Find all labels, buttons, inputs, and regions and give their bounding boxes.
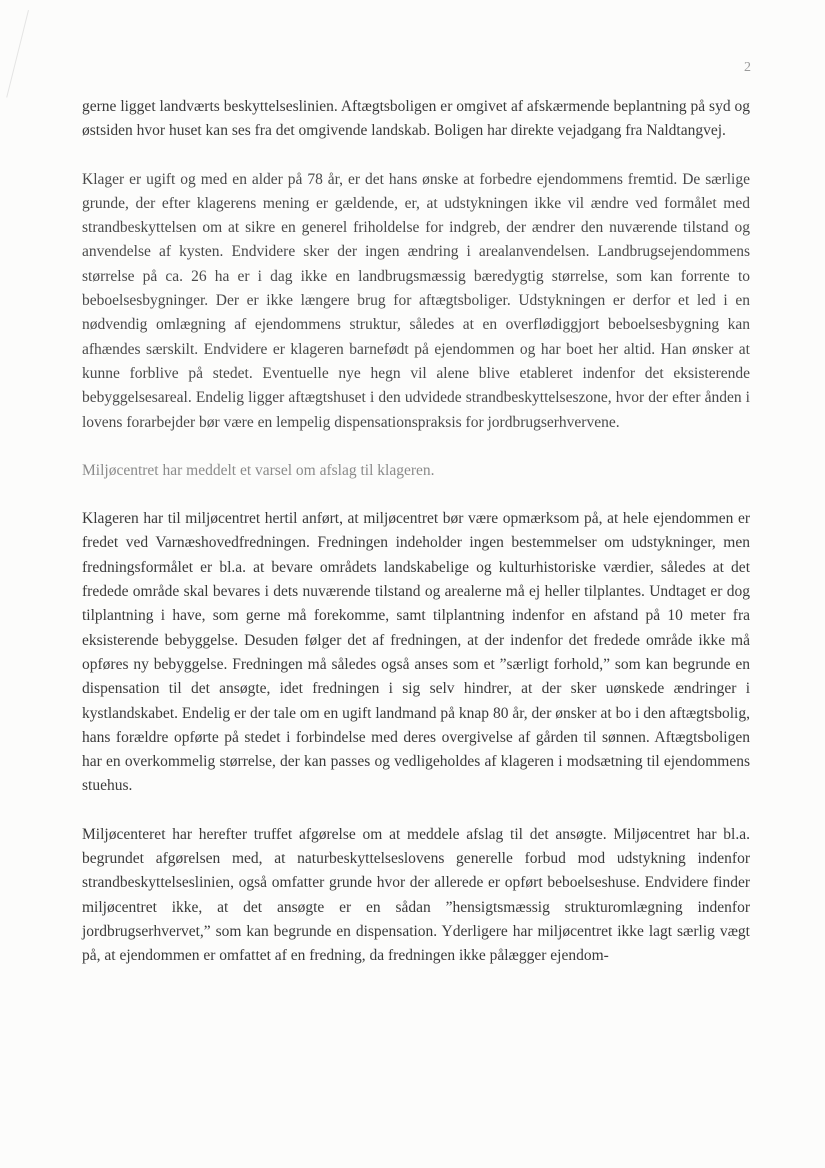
document-body	[82, 95, 750, 969]
paragraph-preservation-argument: Klageren har til miljøcentret hertil anført, at miljøcentret bør være opmærksom på, at hele ejendommen er fredet ved Varnæshovedfredningen. Fredningen indeholder ingen bestemmelser om udstykninger, men fredningsformålet er bl.a. at bevare områdets landskabelige og kulturhistoriske værdier, således at det fredede område skal bevares i dets nuværende tilstand og arealerne må ej heller tilplantes. Undtaget er dog tilplantning i have, som gerne må forekomme, samt tilplantning indenfor en afstand på 10 meter fra eksisterende bebyggelse. Desuden følger det af fredningen, at der indenfor det fredede område ikke må opføres ny bebyggelse. Fredningen må således også anses som et ”særligt forhold,” som kan begrunde en dispensation til det ansøgte, idet fredningen i sig selv hindrer, at der sker uønskede ændringer i kystlandskabet. Endelig er der tale om en ugift landmand på knap 80 år, der ønsker at bo i den aftægtsbolig, hans forældre opførte på stedet i forbindelse med deres overgivelse af gården til sønnen. Aftægtsboligen har en overkommelig størrelse, der kan passes og vedligeholdes af klageren i modsætning til ejendommens stuehus.	[82, 510, 750, 795]
paragraph-property-description: gerne ligget landværts beskyttelseslinien. Aftægtsboligen er omgivet af afskærmende beplantning på syd og østsiden hvor huset kan ses fra det omgivende landskab. Boligen har direkte vejadgang fra Naldtangvej.	[82, 98, 750, 140]
scan-artifact-line	[6, 10, 29, 98]
page-number: 2	[744, 60, 751, 75]
paragraph-rejection-notice: Miljøcentret har meddelt et varsel om afslag til klageren.	[82, 461, 435, 479]
paragraph-decision: Miljøcenteret har herefter truffet afgørelse om at meddele afslag til det ansøgte. Miljøcentret har bl.a. begrundet afgørelsen med, at naturbeskyttelseslovens generelle forbud mod udstykning indenfor strandbeskyttelseslinien, også omfatter grunde hvor der allerede er opført beboelseshuse. Endvidere finder miljøcentret ikke, at det ansøgte er en sådan ”hensigtsmæssig strukturomlægning indenfor jordbrugserhvervet,” som kan begrunde en dispensation. Yderligere har miljøcentret ikke lagt særlig vægt på, at ejendommen er omfattet af en fredning, da fredningen ikke pålægger ejendom-	[82, 825, 750, 965]
paragraph-complainant-reasons: Klager er ugift og med en alder på 78 år, er det hans ønske at forbedre ejendommens fremtid. De særlige grunde, der efter klagerens mening er gældende, er, at udstykningen ikke vil ændre ved formålet med strandbeskyttelsen om at sikre en generel friholdelse for indgreb, der ændrer den nuværende tilstand og anvendelse af kysten. Endvidere sker der ingen ændring i arealanvendelsen. Landbrugsejendommens størrelse på ca. 26 ha er i dag ikke en landbrugsmæssig bæredygtig størrelse, som kan forrente to beboelsesbygninger. Der er ikke længere brug for aftægtsboliger. Udstykningen er derfor et led i en nødvendig omlægning af ejendommens struktur, således at en overflødiggjort beboelsesbygning kan afhændes særskilt. Endvidere er klageren barnefødt på ejendommen og har boet her altid. Han ønsker at kunne forblive på stedet. Eventuelle nye hegn vil alene blive etableret indenfor det eksisterende bebyggelsesareal. Endelig ligger aftægtshuset i den udvidede strandbeskyttelseszone, hvor der efter ånden i lovens forarbejder bør være en lempelig dispensationspraksis for jordbrugserhvervene.	[82, 170, 750, 431]
